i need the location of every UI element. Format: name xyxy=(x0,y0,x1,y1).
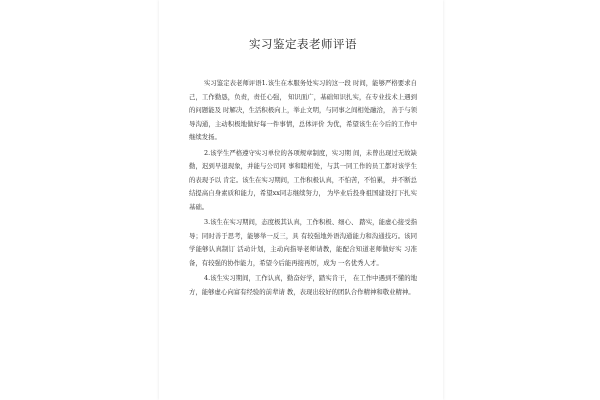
document-title: 实习鉴定表老师评语 xyxy=(249,37,357,51)
document-page xyxy=(159,0,443,400)
document-body xyxy=(189,36,417,301)
paragraph-3: 3.该生在实习期间，态度极其认真，工作积极、细心、 踏实，能虚心接受指导；同时善于思考，能够举一反三，具 有较强地外语沟通能力和沟通技巧。该同学能够认真制订 活动计划，主动向指导老师请教，能配合知道老师做好实 习准备，有较强的协作能力，希望今后能再接再厉，成为 一名优秀人才。 xyxy=(189,218,417,267)
paragraph-2: 2.该学生严格遵守实习单位的各项规章制度，实习期 间，未曾出现过无故缺勤，迟到早退现象，并能与公司同 事和睦相处，与其一同工作的员工都对该学生的表现予以 肯定。该生在实习期间，工作积极认真，不怕苦，不怕累， 并不断总结提高自身素质和能力，希望xx同志继续努力， 为毕业后投身祖国建设打下扎实基础。 xyxy=(189,148,417,211)
paragraph-4: 4.该生实习期间，工作认真，勤奋好学，踏实肯干， 在工作中遇到不懂的地方，能够虚心向富有经验的前辈请 教，表现出较好的团队合作精神和敬业精神。 xyxy=(189,274,417,296)
paragraph-1: 实习鉴定表老师评语1.该生在本服务处实习的这一段 时间，能够严格要求自己，工作勤恳，负责，责任心强， 知识面广，基础知识扎实，在专业技术上遇到的问题能及 时解决，生活积极向上，举止文明，与同事之间相处融洽， 善于与领导沟通，主动积极地做好每一件事情，总体评价 为优，希望该生在今后的工作中继续发扬。 xyxy=(189,79,417,142)
